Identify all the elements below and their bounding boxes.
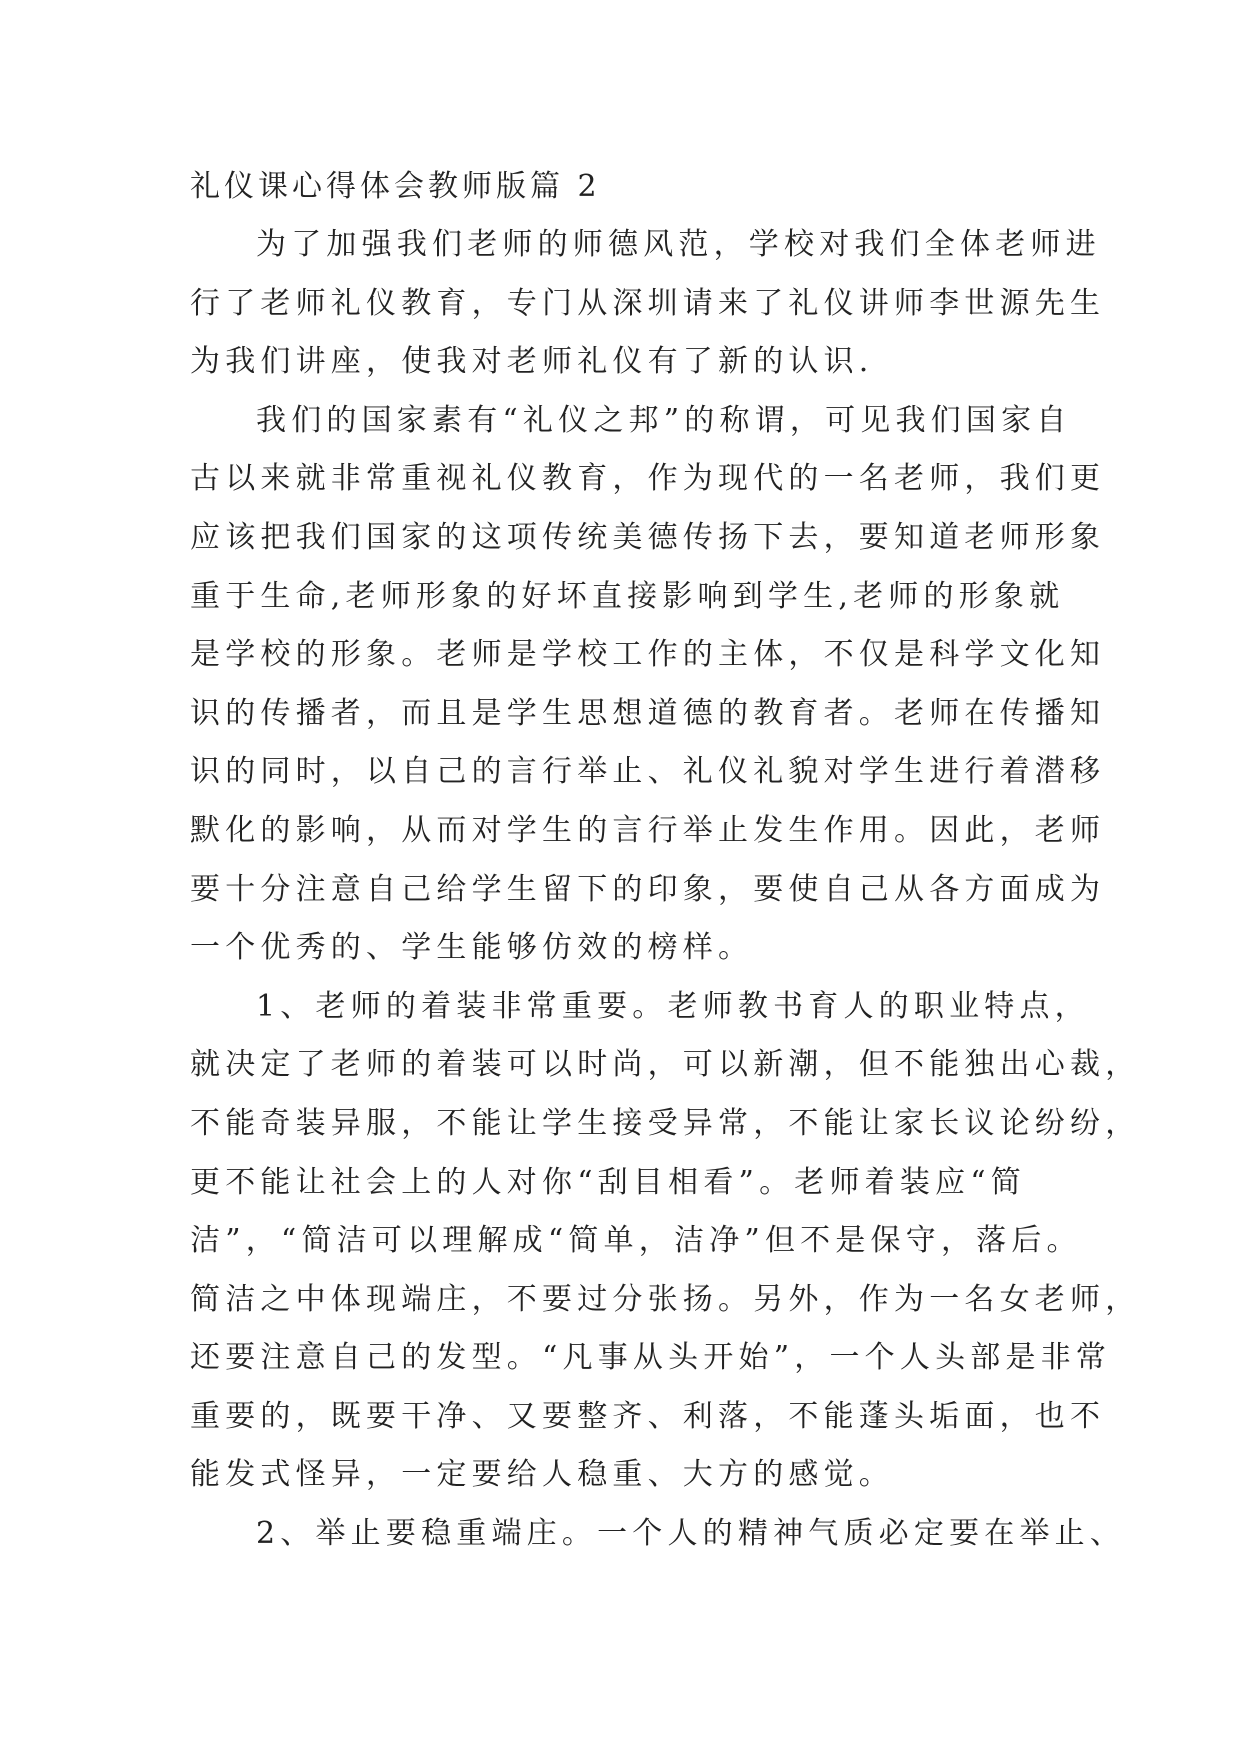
paragraph-line: 还要注意自己的发型。“凡事从头开始”，一个人头部是非常 xyxy=(190,1340,1112,1376)
paragraph-line: 识的传播者，而且是学生思想道德的教育者。老师在传播知 xyxy=(190,695,1106,731)
paragraph-line: 重要的，既要干净、又要整齐、利落，不能蓬头垢面，也不 xyxy=(190,1398,1106,1434)
paragraph-line: 不能奇装异服，不能让学生接受异常，不能让家长议论纷纷， xyxy=(190,1105,1141,1141)
paragraph-line: 简洁之中体现端庄，不要过分张扬。另外，作为一名女老师， xyxy=(190,1281,1141,1317)
paragraph-line: 重于生命,老师形象的好坏直接影响到学生,老师的形象就 xyxy=(190,578,1065,614)
paragraph-line: 是学校的形象。老师是学校工作的主体，不仅是科学文化知 xyxy=(190,637,1106,673)
paragraph-line: 一个优秀的、学生能够仿效的榜样。 xyxy=(190,930,754,966)
paragraph-line: 应该把我们国家的这项传统美德传扬下去，要知道老师形象 xyxy=(190,519,1106,555)
document-body xyxy=(190,158,1141,1564)
paragraph-line: 为我们讲座，使我对老师礼仪有了新的认识. xyxy=(190,344,874,380)
paragraph-line: 古以来就非常重视礼仪教育，作为现代的一名老师，我们更 xyxy=(190,461,1106,497)
paragraph-4 xyxy=(190,1505,1126,1564)
paragraph-1 xyxy=(190,216,1106,392)
paragraph-line: 识的同时，以自己的言行举止、礼仪礼貌对学生进行着潜移 xyxy=(190,754,1106,790)
paragraph-line: 行了老师礼仪教育，专门从深圳请来了礼仪讲师李世源先生 xyxy=(190,285,1106,321)
paragraph-3 xyxy=(190,978,1141,1505)
paragraph-line: 要十分注意自己给学生留下的印象，要使自己从各方面成为 xyxy=(190,871,1106,907)
paragraph-2 xyxy=(190,392,1106,978)
paragraph-line: 2、举止要稳重端庄。一个人的精神气质必定要在举止、 xyxy=(256,1516,1126,1552)
paragraph-line: 为了加强我们老师的师德风范，学校对我们全体老师进 xyxy=(256,227,1101,262)
paragraph-line: 能发式怪异，一定要给人稳重、大方的感觉。 xyxy=(190,1457,894,1493)
paragraph-line: 默化的影响，从而对学生的言行举止发生作用。因此，老师 xyxy=(190,812,1106,848)
paragraph-line: 1、老师的着装非常重要。老师教书育人的职业特点， xyxy=(256,988,1090,1024)
paragraph-line: 就决定了老师的着装可以时尚，可以新潮，但不能独出心裁， xyxy=(190,1047,1141,1083)
paragraph-line: 洁”，“简洁可以理解成“简单，洁净”但不是保守，落后。 xyxy=(190,1223,1082,1259)
paragraph-line: 我们的国家素有“礼仪之邦”的称谓，可见我们国家自 xyxy=(256,402,1072,438)
document-title: 礼仪课心得体会教师版篇 2 xyxy=(190,169,601,204)
paragraph-line: 更不能让社会上的人对你“刮目相看”。老师着装应“简 xyxy=(190,1164,1027,1200)
